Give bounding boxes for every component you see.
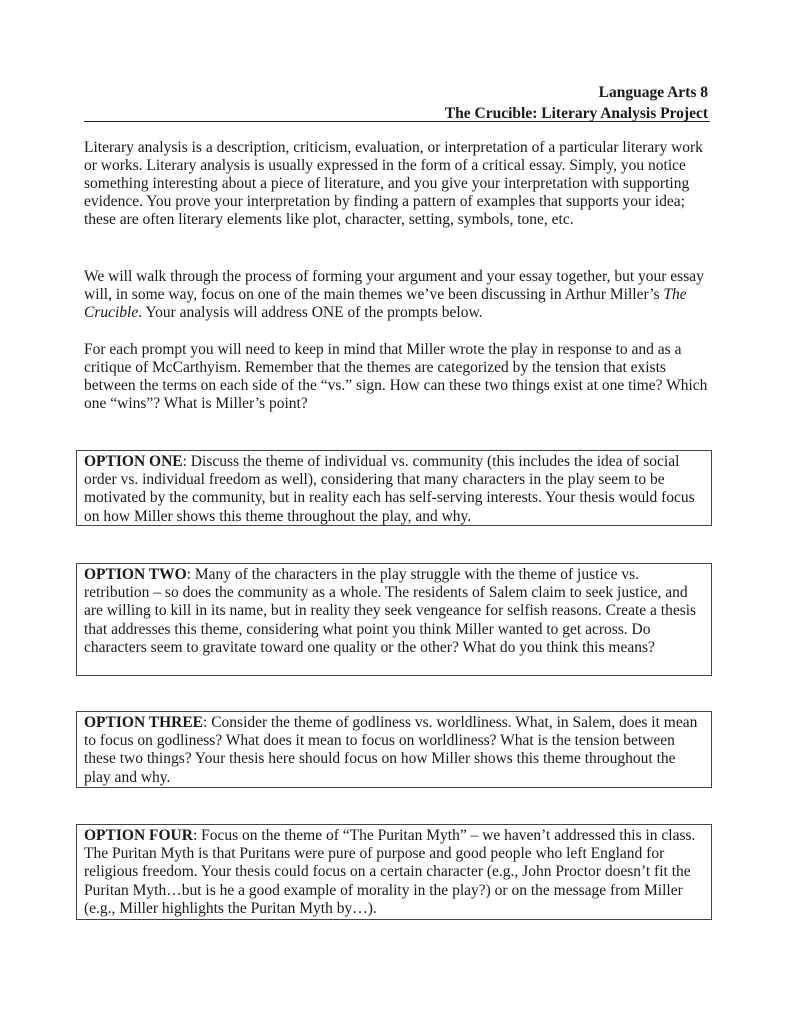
option-box-three bbox=[76, 711, 712, 788]
option-text: : Many of the characters in the play struggle with the theme of justice vs. retribution – so does the community as a whole. The residents of Salem claim to seek justice, and are willing to kill in its name, but in reality they seek vengeance for selfish reasons. Create a thesis that addresses this theme, considering what point you think Miller wanted to get across. Do characters seem to gravitate toward one quality or the other? What do you think this means? bbox=[84, 566, 697, 656]
option-box-two bbox=[76, 563, 712, 676]
option-label: OPTION THREE bbox=[84, 714, 204, 731]
intro-paragraph-2 bbox=[84, 268, 714, 322]
option-box-one bbox=[76, 450, 712, 526]
document-header bbox=[84, 82, 708, 124]
option-label: OPTION TWO bbox=[84, 566, 187, 583]
play-title: The Crucible bbox=[84, 286, 687, 322]
option-text: : Consider the theme of godliness vs. worldliness. What, in Salem, does it mean to focus on godliness? What does it mean to focus on worldliness? What is the tension between these two things? Your thesis here should focus on how Miller shows this theme throughout the play and why. bbox=[84, 714, 698, 786]
option-text: : Focus on the theme of “The Puritan Myth” – we haven’t addressed this in class. The Puritan Myth is that Puritans were pure of purpose and good people who left England for religious freedom. Your thesis could focus on a certain character (e.g., John Proctor doesn’t fit the Puritan Myth…but is he a good example of morality in the play?) or on the message from Miller (e.g., Miller highlights the Puritan Myth by…). bbox=[84, 827, 696, 917]
option-label: OPTION FOUR bbox=[84, 827, 193, 844]
option-label: OPTION ONE bbox=[84, 453, 183, 470]
course-title: Language Arts 8 bbox=[598, 84, 708, 101]
intro-paragraph-1: Literary analysis is a description, criticism, evaluation, or interpretation of a particular literary work or works. Literary analysis is usually expressed in the form of a critical essay. Simply, you notice something interesting about a piece of literature, and you give your interpretation with supporting evidence. You prove your interpretation by finding a pattern of examples that supports your idea; these are often literary elements like plot, character, setting, symbols, tone, etc. bbox=[84, 139, 703, 229]
project-title: The Crucible: Literary Analysis Project bbox=[444, 105, 708, 122]
option-box-four bbox=[76, 824, 712, 920]
intro-paragraph-2-text-a: We will walk through the process of forming your argument and your essay together, but your essay will, in some way, focus on one of the main themes we’ve been discussing in Arthur Miller’s bbox=[84, 268, 704, 304]
intro-paragraph-2-text-b: . Your analysis will address ONE of the prompts below. bbox=[138, 304, 483, 322]
header-rule bbox=[84, 121, 710, 122]
intro-paragraph-3: For each prompt you will need to keep in mind that Miller wrote the play in response to and as a critique of McCarthyism. Remember that the themes are categorized by the tension that exists between the terms on each side of the “vs.” sign. How can these two things exist at one time? Which one “wins”? What is Miller’s point? bbox=[84, 341, 708, 413]
option-text: : Discuss the theme of individual vs. community (this includes the idea of social order vs. individual freedom as well), considering that many characters in the play seem to be motivated by the community, but in reality each has self-serving interests. Your thesis would focus on how Miller shows this theme throughout the play, and why. bbox=[84, 453, 695, 525]
